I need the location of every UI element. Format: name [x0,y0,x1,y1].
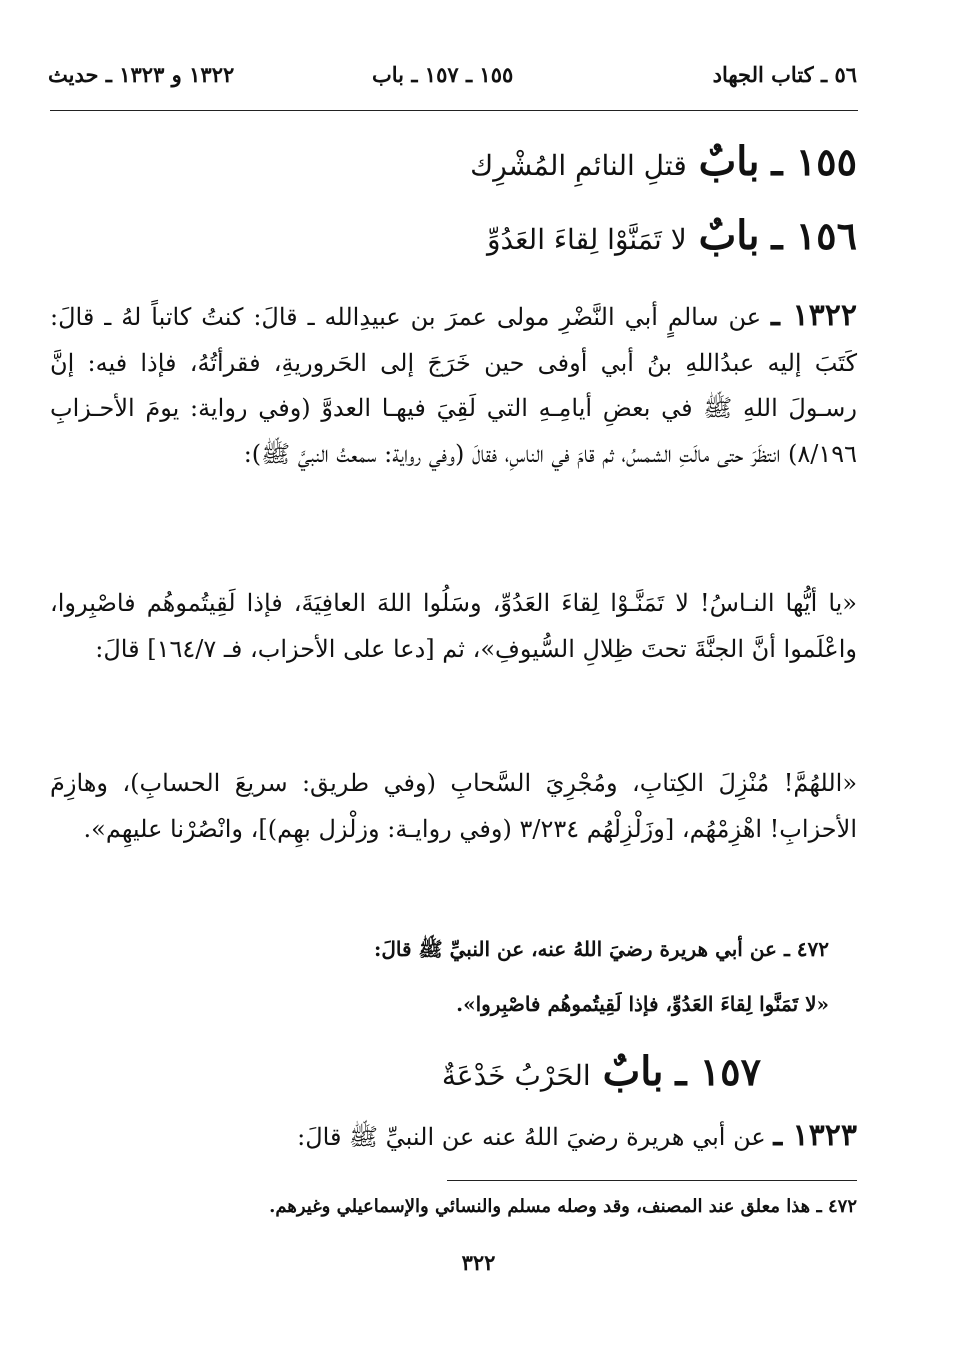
chapter-title: لا تَمَنَّوْا لِقاءَ العَدُوِّ [486,223,687,256]
header-hadith-range: ١٣٢٢ و ١٣٢٣ ـ حديث [48,62,235,87]
hadith-1323 [297,1118,857,1157]
chapter-title: قتلِ النائمِ المُشْرِك [470,149,687,182]
hadith-1322 [50,293,857,477]
chapter-number: ١٥٦ ـ [771,213,857,258]
chapter-title: الحَرْبُ خَدْعَةٌ [441,1059,591,1092]
footnote-rule [447,1180,857,1181]
chapter-number: ١٥٧ ـ [675,1049,761,1094]
header-chapter: ٥٦ ـ كتاب الجهاد [712,62,857,87]
chapter-heading-157 [442,1048,761,1095]
chapter-bab: بابٌ [602,1048,664,1095]
chapter-bab: بابٌ [698,138,760,185]
hadith-number: ١٣٢٣ ـ [773,1118,857,1153]
abridged-472-line-1: ٤٧٢ ـ عن أبي هريرة رضيَ اللهُ عنه، عن النبيِّ ﷺ قالَ: [373,937,829,961]
hadith-number: ١٣٢٢ ـ [771,298,857,333]
header-chapters-range: ١٥٥ ـ ١٥٧ ـ باب [372,62,514,87]
hadith-text: عن سالمٍ أبي النَّضْرِ مولى عمرَ بن عبيدِالله ـ قالَ: كنتُ كاتباً لهُ ـ قالَ: كَتَبَ إليه عبدُاللهِ بنُ أبي أوفى حين خَرَجَ إلى الحَروريةِ، فقرأتُهُ، فإذا فيه: إنَّ رسـولَ اللهِ ﷺ في بعضِ أيامِـهِ التي لَقِيَ فيهـا العدوَّ (وفي رواية: يومَ الأحـزابِ ٨/١٩٦) انتظَرَ حتى مالَتِ الشمسُ، ثم قامَ في الناسِ، فقالَ (وفي رواية: سمعتُ النبيَّ ﷺ): [50,303,857,468]
chapter-heading-156 [487,212,857,259]
hadith-quote-1: «يا أيُّها النـاسُ! لا تَمَنَّـوْا لِقاءَ العَدُوِّ، وسَلُوا اللهَ العافِيَةَ، فإذا لَقِيتُموهُم فاصْبِروا، واعْلَموا أنَّ الجنَّةَ تحتَ ظِلالِ السُّيوفِ»، ثم [دعا على الأحزاب، فـ ١٦٤/٧] قالَ: [50,589,857,663]
page-number: ٣٢٢ [461,1250,496,1275]
chapter-bab: بابٌ [698,212,760,259]
footnote: ٤٧٢ ـ هذا معلق عند المصنف، وقد وصله مسلم والنسائي والإسماعيلي وغيرهم. [269,1196,857,1217]
hadith-text: عن أبي هريرة رضيَ اللهُ عنه عن النبيِّ ﷺ قالَ: [297,1123,766,1151]
hadith-quote-2: «اللهُمَّ! مُنْزِلَ الكِتابِ، ومُجْرِيَ السَّحابِ (وفي طريق: سريعَ الحسابِ)، وهازِمَ الأحزابِ! اهْزِمْهُم، [وزَلْزِلْهُم ٣/٢٣٤ (وفي روايـة: وزلْزل بهِم)]، وانْصُرْنا عليهِم». [50,769,857,843]
header-rule [50,110,858,111]
abridged-472-line-2: «لا تَمَنَّوا لِقاءَ العَدُوِّ، فإذا لَقِيتُموهُم فاصْبِروا». [456,992,829,1016]
chapter-number: ١٥٥ ـ [771,139,857,184]
chapter-heading-155 [470,138,857,185]
